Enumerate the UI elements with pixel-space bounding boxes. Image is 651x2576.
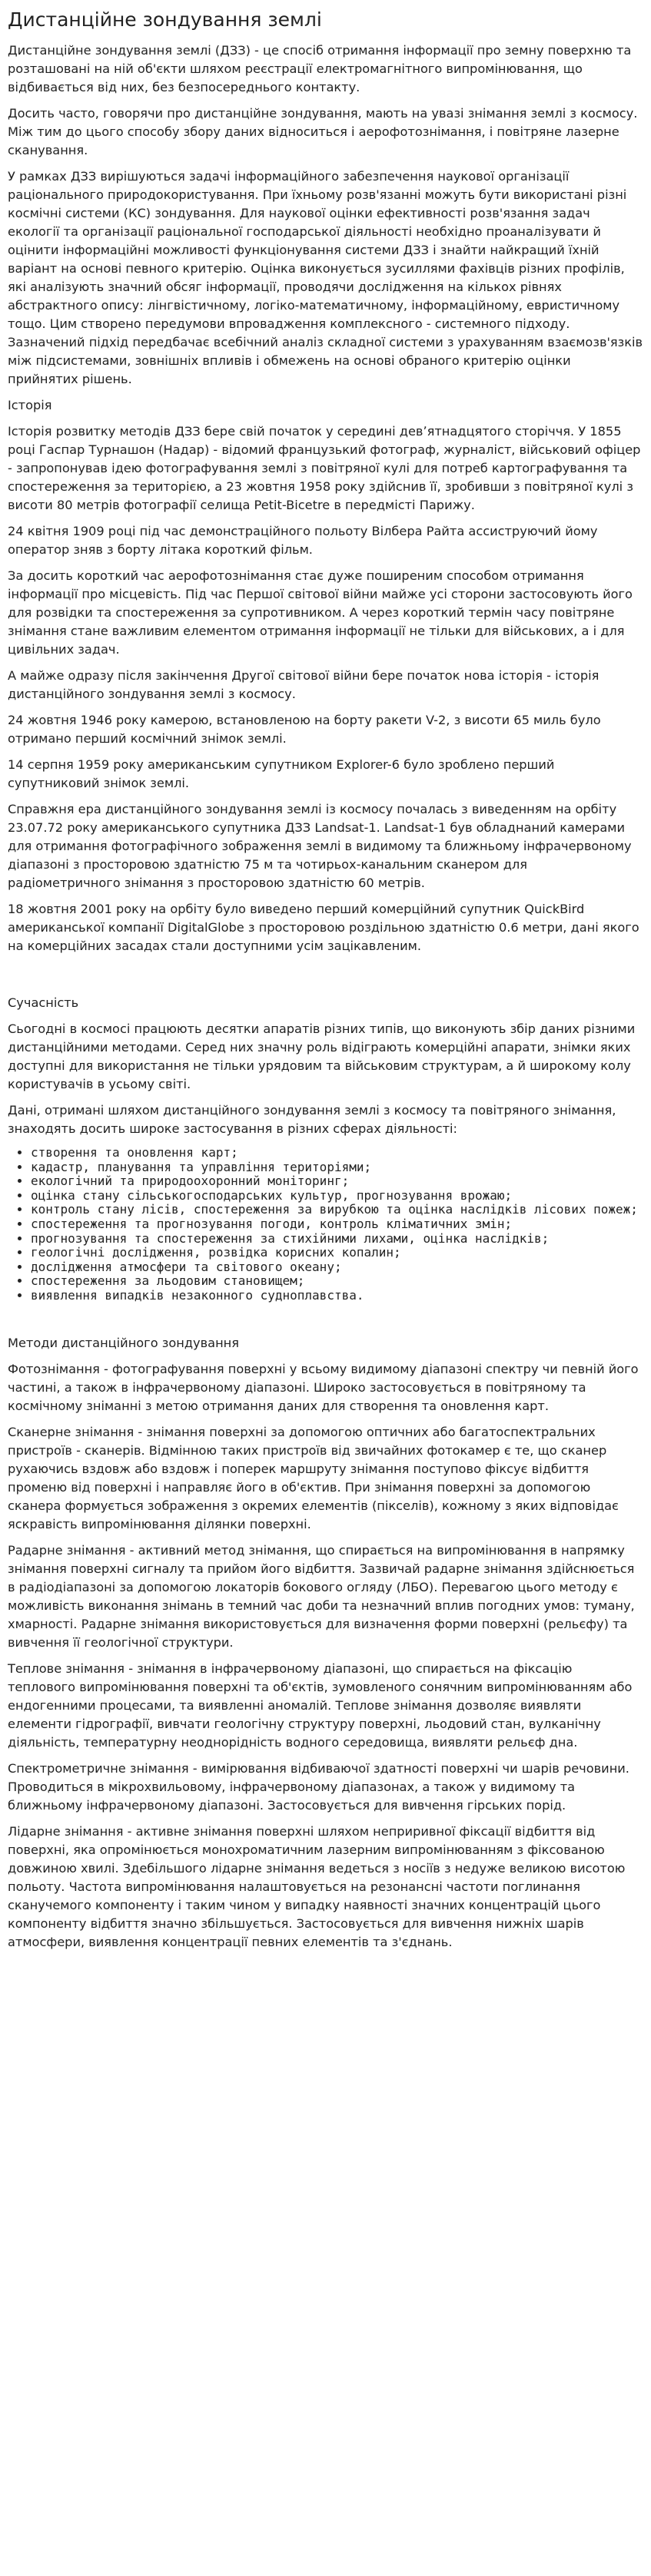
present-paragraph: Дані, отримані шляхом дистанційного зондування землі з космосу та повітряного знімання, знаходять досить широке застосування в різних сферах діяльності: xyxy=(8,1103,616,1136)
history-paragraph: 24 жовтня 1946 року камерою, встановленою на борту ракети V-2, з висоти 65 миль було отримано перший космічний знімок землі. xyxy=(8,713,601,746)
list-item: • геологічні дослідження, розвідка корисних копалин; xyxy=(31,1246,643,1260)
methods-section xyxy=(8,1334,643,1952)
present-paragraph: Сьогодні в космосі працюють десятки апаратів різних типів, що виконують збір даних різними дистанційними методами. Серед них значну роль відіграють комерційні апарати, знімки яких доступні для використання не тільки урядовим та військовим структурам, а й широкому колу користувачів в усьому світі. xyxy=(8,1021,636,1091)
history-section xyxy=(8,396,643,955)
list-item: • спостереження за льодовим становищем; xyxy=(31,1274,643,1289)
methods-paragraph: Радарне знімання - активний метод знімання, що спирається на випромінювання в напрямку знімання поверхні сигналу та прийом його відбиття. Зазвичай радарне знімання здійснюється в радіодіапазоні за допомогою локаторів бокового огляду (ЛБО). Перевагою цього методу є можливість виконання знімань в темний час доби та незначний вплив погодних умов: туману, хмарності. Радарне знімання використовується для визначення форми поверхні (рельєфу) та вивчення її геологічної структури. xyxy=(8,1542,635,1650)
list-item: • кадастр, планування та управління територіями; xyxy=(31,1161,643,1175)
history-paragraph: Історія розвитку методів ДЗЗ бере свій початок у середині девʼятнадцятого сторіччя. У 1855 році Гаспар Турнашон (Надар) - відомий французький фотограф, журналіст, військовий офіцер - запропонував ідею фотографування землі з повітряної кулі для потреб картографування та спостереження за територією, а 23 жовтня 1958 року здійснив її, зробивши з повітряної кулі з висоти 80 метрів фотографії селища Petit-Bicetre в передмісті Парижу. xyxy=(8,424,641,512)
history-paragraph: 18 жовтня 2001 року на орбіту було виведено перший комерційний супутник QuickBird американської компанії DigitalGlobe з просторовою роздільною здатністю 0.6 метри, дані якого на комерційних засадах стали доступними усім зацікавленим. xyxy=(8,902,639,953)
methods-paragraph: Фотознімання - фотографування поверхні у всьому видимому діапазоні спектру чи певній його частині, а також в інфрачервоному діапазоні. Широко застосовується в повітряному та космічному зніманні з метою отримання даних для створення та оновлення карт. xyxy=(8,1361,639,1413)
history-paragraph: За досить короткий час аерофотознімання стає дуже поширеним способом отримання інформації про місцевість. Під час Першої світової війни майже усі сторони застосовують його для розвідки та спостереження за супротивником. А через короткий термін часу повітряне знімання стане важливим елементом отримання інформації не тільки для військових, а і для цивільних задач. xyxy=(8,568,633,657)
present-section xyxy=(8,994,643,1303)
intro-paragraph: Досить часто, говорячи про дистанційне зондування, мають на увазі знімання землі з космосу. Між тим до цього способу збору даних відноситься і аерофотознімання, і повітряне лазерне сканування. xyxy=(8,106,638,157)
present-heading: Сучасність xyxy=(8,995,79,1010)
section-spacer xyxy=(8,963,643,994)
list-item: • створення та оновлення карт; xyxy=(31,1146,643,1161)
list-item: • екологічний та природоохоронний моніторинг; xyxy=(31,1174,643,1189)
intro-section xyxy=(8,41,643,389)
methods-paragraph: Теплове знімання - знімання в інфрачервоному діапазоні, що спирається на фіксацію теплового випромінювання поверхні та об'єктів, зумовленого сонячним випромінюванням або ендогенними процесами, та виявленні аномалій. Теплове знімання дозволяє виявляти елементи гідрографії, вивчати геологічну структуру поверхні, льодовий стан, вулканічну діяльність, температурну неоднорідність водного середовища, виявляти рельєф дна. xyxy=(8,1660,633,1750)
applications-list xyxy=(8,1146,643,1303)
history-heading: Історія xyxy=(8,398,52,412)
methods-paragraph: Лідарне знімання - активне знімання поверхні шляхом неприривної фіксації відбиття від поверхні, яка опромінюється монохроматичним лазерним випромінюванням з фіксованою довжиною хвилі. Здебільшого лідарне знімання ведеться з носіїв з недуже великою висотою польоту. Частота випромінювання налаштовується на резонансні частоти поглинання сканучемого компоненту і таким чином у випадку наявності значних концентрацій цього компоненту відбиття значно збільшується. Застосовується для вивчення нижніх шарів атмосфери, виявлення концентрації певних елементів та з'єднань. xyxy=(8,1823,626,1949)
list-item: • контроль стану лісів, спостереження за вирубкою та оцінка наслідків лісових пожеж; xyxy=(31,1203,643,1217)
list-item: • дослідження атмосфери та світового океану; xyxy=(31,1260,643,1275)
methods-heading: Методи дистанційного зондування xyxy=(8,1335,239,1350)
list-item: • оцінка стану сільськогосподарських культур, прогнозування врожаю; xyxy=(31,1189,643,1204)
list-item: • спостереження та прогнозування погоди, контроль кліматичних змін; xyxy=(31,1217,643,1232)
list-item: • прогнозування та спостереження за стихійними лихами, оцінка наслідків; xyxy=(31,1232,643,1247)
page-title: Дистанційне зондування землі xyxy=(8,8,322,31)
history-paragraph: 14 серпня 1959 року американським супутником Explorer-6 було зроблено перший супутниковий знімок землі. xyxy=(8,757,555,790)
intro-paragraph: У рамках ДЗЗ вирішуються задачі інформаційного забезпечення наукової організації раціонального природокористування. При їхньому розв'язанні можуть бути використані різні космічні системи (КС) зондування. Для наукової оцінки ефективності розв'язання задач екології та організації раціональної господарської діяльності необхідно проаналізувати й оцінити інформаційні можливості функціонування системи ДЗЗ і знайти найкращий їхній варіант на основі певного критерію. Оцінка виконується зусиллями фахівців різних профілів, які аналізують значний обсяг інформації, проводячи дослідження на кількох рівнях абстрактного опису: лінгвістичному, логіко-математичному, інформаційному, евристичному тощо. Цим створено передумови впровадження комплексного - системного підходу. Зазначений підхід передбачає всебічний аналіз складної системи з урахуванням взаємозв'язків між підсистемами, зовнішніх впливів і обмежень на основі обраного критерію оцінки прийнятих рішень. xyxy=(8,169,643,386)
methods-paragraph: Сканерне знімання - знімання поверхні за допомогою оптичних або багатоспектральних пристроїв - сканерів. Відмінною таких пристроїв від звичайних фотокамер є те, що сканер рухаючись вздовж або вздовж і поперек маршруту знімання поступово фіксує відбиття променю від поверхні і направляє його в об'єктив. При знімання поверхні за допомогою сканера формується зображення з окремих елементів (пікселів), кожному з яких відповідає яскравість випромінювання ділянки поверхні. xyxy=(8,1424,619,1531)
intro-paragraph: Дистанційне зондування землі (ДЗЗ) - це спосіб отримання інформації про земну поверхню та розташовані на ній об'єкти шляхом реєстрації електромагнітного випромінювання, що відбивається від них, без безпосереднього контакту. xyxy=(8,43,632,94)
methods-paragraph: Спектрометричне знімання - вимірювання відбиваючої здатності поверхні чи шарів речовини. Проводиться в мікрохвильовому, інфрачервоному діапазонах, а також у видимому та ближньому інфрачервоному діапазоні. Застосовується для вивчення гірських порід. xyxy=(8,1760,629,1813)
history-paragraph: 24 квітня 1909 році під час демонстраційного польоту Вілбера Райта ассиструючий йому оператор зняв з борту літака короткий фільм. xyxy=(8,524,598,557)
history-paragraph: А майже одразу після закінчення Другої світової війни бере початок нова історія - історія дистанційного зондування землі з космосу. xyxy=(8,668,600,701)
history-paragraph: Справжня ера дистанційного зондування землі із космосу почалась з виведенням на орбіту 23.07.72 року американського супутника ДЗЗ Landsat-1. Landsat-1 був обладнаний камерами для отримання фотографічного зображення землі в видимому та ближньому інфрачервоному діапазоні з просторовою здатністю 75 м та чотирьох-канальним сканером для радіометричного знімання з просторовою здатністю 60 метрів. xyxy=(8,802,632,890)
list-item: • виявлення випадків незаконного судноплавства. xyxy=(31,1289,643,1303)
